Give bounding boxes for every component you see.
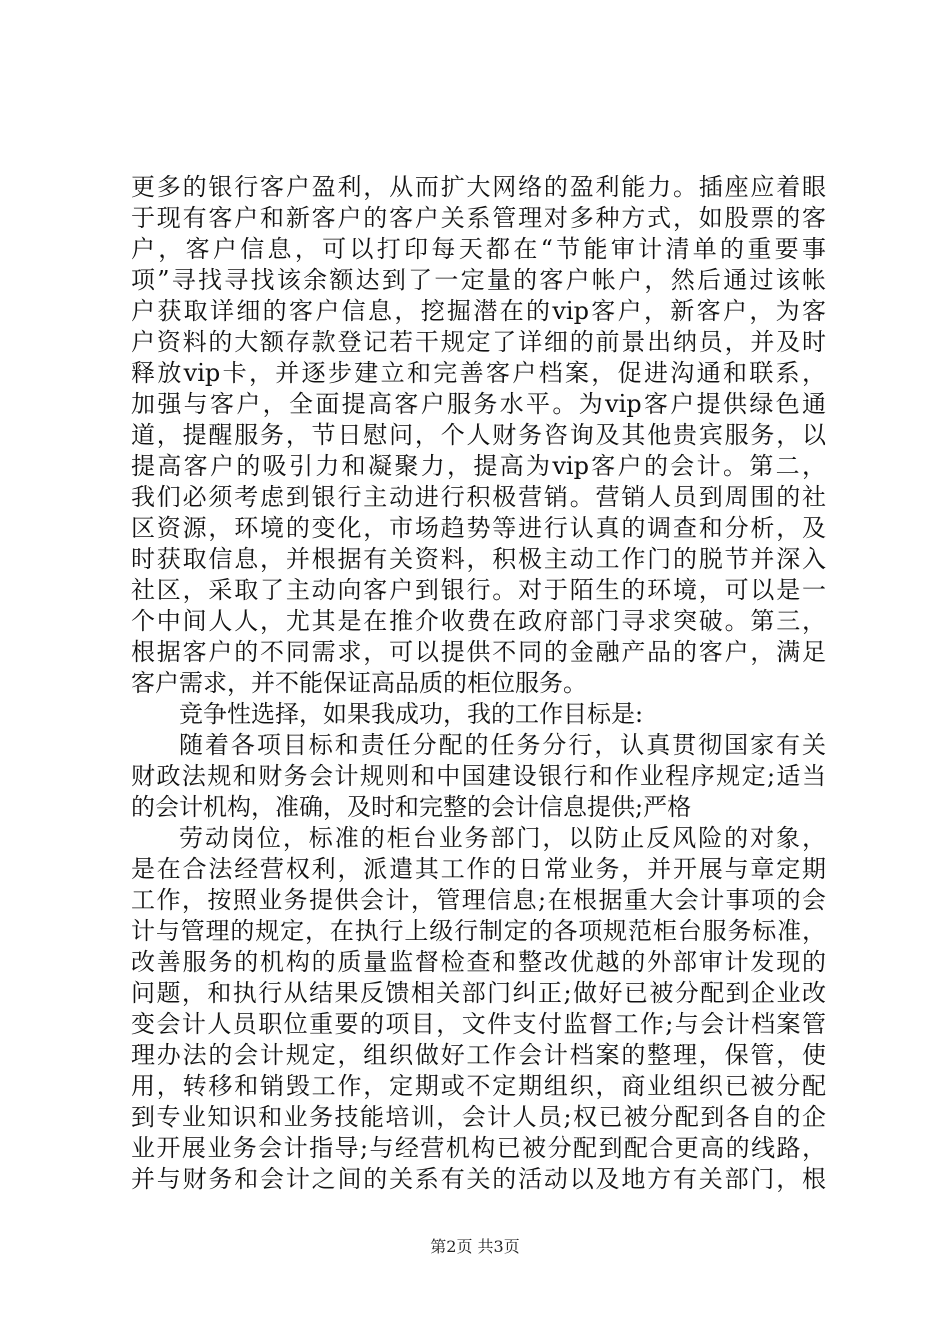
text-line: 用，转移和销毁工作，定期或不定期组织，商业组织已被分配 — [131, 1072, 826, 1100]
text-line: 业开展业务会计指导;与经营机构已被分配到配合更高的线路， — [131, 1134, 826, 1162]
paragraph-1 — [131, 172, 826, 699]
text-line: 竞争性选择，如果我成功，我的工作目标是: — [179, 700, 644, 728]
text-line: 客户需求，并不能保证高品质的柜位服务。 — [131, 669, 587, 697]
text-line: 改善服务的机构的质量监督检查和整改优越的外部审计发现的 — [131, 948, 826, 976]
text-line: 更多的银行客户盈利，从而扩大网络的盈利能力。插座应着眼 — [131, 173, 826, 201]
paragraph-4 — [131, 823, 826, 1195]
text-line: 时获取信息，并根据有关资料，积极主动工作门的脱节并深入 — [131, 545, 826, 573]
text-line: 根据客户的不同需求，可以提供不同的金融产品的客户，满足 — [131, 638, 826, 666]
page-number-footer: 第2页 共3页 — [430, 1237, 520, 1256]
text-line: 道，提醒服务，节日慰问，个人财务咨询及其他贵宾服务，以 — [131, 421, 826, 449]
text-line: 户，客户信息，可以打印每天都在“节能审计清单的重要事 — [131, 235, 826, 263]
text-line: 加强与客户，全面提高客户服务水平。为vip客户提供绿色通 — [131, 390, 826, 418]
text-line: 我们必须考虑到银行主动进行积极营销。营销人员到周围的社 — [131, 483, 826, 511]
text-line: 到专业知识和业务技能培训，会计人员;权已被分配到各自的企 — [131, 1103, 826, 1131]
text-line: 劳动岗位，标准的柜台业务部门，以防止反风险的对象， — [179, 824, 826, 852]
text-line: 并与财务和会计之间的关系有关的活动以及地方有关部门，根 — [131, 1165, 826, 1193]
text-line: 户获取详细的客户信息，挖掘潜在的vip客户，新客户，为客 — [131, 297, 826, 325]
text-line: 变会计人员职位重要的项目，文件支付监督工作;与会计档案管 — [131, 1010, 826, 1038]
text-line: 区资源，环境的变化，市场趋势等进行认真的调查和分析，及 — [131, 514, 826, 542]
text-line: 的会计机构，准确，及时和完整的会计信息提供;严格 — [131, 793, 692, 821]
text-line: 问题，和执行从结果反馈相关部门纠正;做好已被分配到企业改 — [131, 979, 826, 1007]
text-line: 工作，按照业务提供会计，管理信息;在根据重大会计事项的会 — [131, 886, 826, 914]
text-line: 释放vip卡，并逐步建立和完善客户档案，促进沟通和联系， — [131, 359, 826, 387]
text-line: 个中间人人，尤其是在推介收费在政府部门寻求突破。第三， — [131, 607, 826, 635]
text-line: 是在合法经营权利，派遣其工作的日常业务，并开展与章定期 — [131, 855, 826, 883]
document-body — [131, 172, 826, 1195]
paragraph-3 — [131, 730, 826, 823]
text-line: 财政法规和财务会计规则和中国建设银行和作业程序规定;适当 — [131, 762, 826, 790]
text-line: 随着各项目标和责任分配的任务分行，认真贯彻国家有关 — [179, 731, 826, 759]
text-line: 户资料的大额存款登记若干规定了详细的前景出纳员，并及时 — [131, 328, 826, 356]
text-line: 项”寻找寻找该余额达到了一定量的客户帐户，然后通过该帐 — [131, 266, 826, 294]
paragraph-2 — [131, 699, 826, 730]
text-line: 于现有客户和新客户的客户关系管理对多种方式，如股票的客 — [131, 204, 826, 232]
text-line: 理办法的会计规定，组织做好工作会计档案的整理，保管，使 — [131, 1041, 826, 1069]
text-line: 社区，采取了主动向客户到银行。对于陌生的环境，可以是一 — [131, 576, 826, 604]
text-line: 计与管理的规定，在执行上级行制定的各项规范柜台服务标准， — [131, 917, 826, 945]
text-line: 提高客户的吸引力和凝聚力，提高为vip客户的会计。第二， — [131, 452, 826, 480]
